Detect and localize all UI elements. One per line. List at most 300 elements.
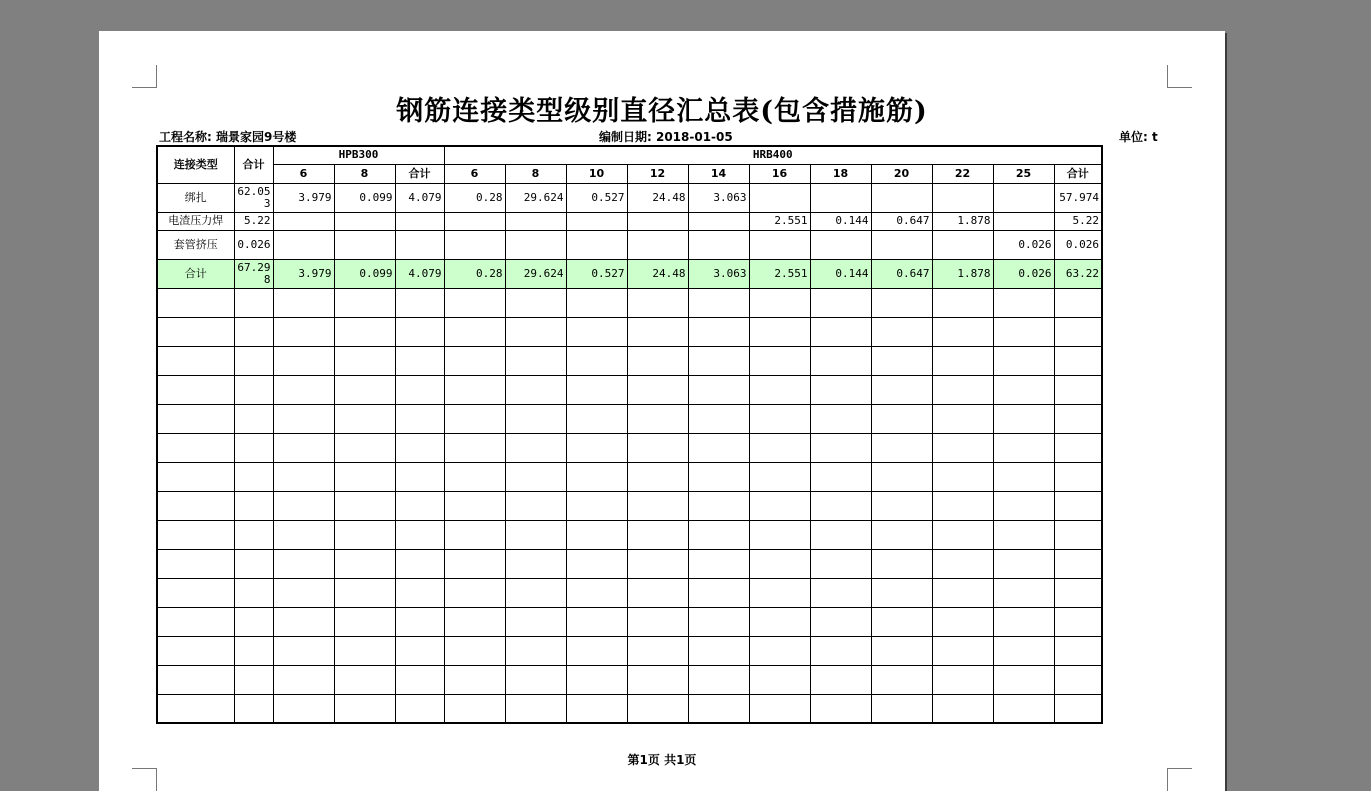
- empty-cell: [810, 491, 871, 520]
- table-cell: [993, 212, 1054, 230]
- empty-cell: [688, 607, 749, 636]
- table-cell: 0.647: [871, 259, 932, 288]
- empty-cell: [234, 578, 273, 607]
- empty-row: [157, 636, 1102, 665]
- empty-cell: [395, 607, 444, 636]
- table-cell: [334, 230, 395, 259]
- empty-cell: [627, 549, 688, 578]
- table-cell: 0.28: [444, 183, 505, 212]
- empty-row: [157, 578, 1102, 607]
- empty-cell: [810, 636, 871, 665]
- empty-cell: [871, 404, 932, 433]
- empty-cell: [157, 578, 234, 607]
- empty-cell: [234, 375, 273, 404]
- empty-cell: [627, 317, 688, 346]
- empty-cell: [505, 607, 566, 636]
- empty-cell: [505, 404, 566, 433]
- empty-cell: [395, 346, 444, 375]
- empty-row: [157, 665, 1102, 694]
- row-label: 套管挤压: [157, 230, 234, 259]
- empty-cell: [334, 578, 395, 607]
- empty-cell: [566, 607, 627, 636]
- empty-cell: [1054, 636, 1102, 665]
- empty-cell: [395, 317, 444, 346]
- table-cell: [932, 230, 993, 259]
- table-cell: [273, 212, 334, 230]
- empty-cell: [993, 375, 1054, 404]
- empty-cell: [566, 346, 627, 375]
- table-cell: 1.878: [932, 259, 993, 288]
- empty-cell: [810, 288, 871, 317]
- empty-cell: [157, 520, 234, 549]
- empty-cell: [688, 317, 749, 346]
- table-cell: 0.026: [1054, 230, 1102, 259]
- empty-cell: [273, 404, 334, 433]
- empty-row: [157, 404, 1102, 433]
- empty-cell: [334, 375, 395, 404]
- header-diameter-hrb400-10: 合计: [1054, 164, 1102, 183]
- empty-cell: [505, 549, 566, 578]
- empty-cell: [810, 375, 871, 404]
- table-cell: 0.527: [566, 183, 627, 212]
- empty-cell: [395, 462, 444, 491]
- empty-cell: [273, 375, 334, 404]
- empty-cell: [932, 491, 993, 520]
- empty-cell: [993, 404, 1054, 433]
- empty-cell: [871, 462, 932, 491]
- empty-cell: [871, 665, 932, 694]
- empty-cell: [444, 375, 505, 404]
- empty-cell: [566, 317, 627, 346]
- empty-cell: [688, 665, 749, 694]
- table-cell: [395, 230, 444, 259]
- empty-cell: [627, 491, 688, 520]
- print-preview-page: [99, 31, 1225, 791]
- empty-cell: [395, 404, 444, 433]
- table-cell: [566, 212, 627, 230]
- empty-cell: [627, 578, 688, 607]
- empty-cell: [234, 665, 273, 694]
- table-cell: 0.026: [993, 259, 1054, 288]
- table-cell: 3.063: [688, 259, 749, 288]
- empty-cell: [1054, 433, 1102, 462]
- empty-cell: [334, 549, 395, 578]
- header-diameter-hrb400-6: 18: [810, 164, 871, 183]
- table-cell: 0.144: [810, 212, 871, 230]
- table-cell: [993, 183, 1054, 212]
- header-diameter-hrb400-8: 22: [932, 164, 993, 183]
- table-cell: 0.527: [566, 259, 627, 288]
- empty-cell: [1054, 288, 1102, 317]
- empty-cell: [749, 520, 810, 549]
- empty-cell: [688, 375, 749, 404]
- table-cell: [273, 230, 334, 259]
- header-diameter-hrb400-3: 12: [627, 164, 688, 183]
- empty-cell: [688, 491, 749, 520]
- empty-cell: [627, 404, 688, 433]
- empty-cell: [157, 404, 234, 433]
- empty-cell: [871, 491, 932, 520]
- table-cell: 0.099: [334, 183, 395, 212]
- table-cell: 29.624: [505, 183, 566, 212]
- empty-cell: [993, 346, 1054, 375]
- empty-cell: [566, 433, 627, 462]
- header-diameter-hrb400-4: 14: [688, 164, 749, 183]
- empty-cell: [505, 665, 566, 694]
- header-diameter-hrb400-5: 16: [749, 164, 810, 183]
- empty-cell: [871, 375, 932, 404]
- empty-cell: [273, 578, 334, 607]
- empty-cell: [505, 491, 566, 520]
- empty-cell: [810, 462, 871, 491]
- empty-cell: [993, 491, 1054, 520]
- empty-cell: [749, 375, 810, 404]
- empty-cell: [444, 578, 505, 607]
- empty-cell: [688, 694, 749, 723]
- empty-cell: [932, 375, 993, 404]
- empty-cell: [444, 346, 505, 375]
- empty-cell: [566, 288, 627, 317]
- empty-cell: [273, 549, 334, 578]
- empty-cell: [157, 317, 234, 346]
- empty-cell: [273, 694, 334, 723]
- empty-cell: [334, 665, 395, 694]
- empty-cell: [505, 462, 566, 491]
- table-cell: 2.551: [749, 212, 810, 230]
- empty-cell: [810, 578, 871, 607]
- empty-cell: [395, 288, 444, 317]
- empty-cell: [273, 607, 334, 636]
- table-cell: 0.144: [810, 259, 871, 288]
- header-group-hpb300: HPB300: [273, 146, 444, 164]
- empty-cell: [234, 694, 273, 723]
- empty-cell: [273, 288, 334, 317]
- empty-cell: [688, 636, 749, 665]
- empty-cell: [444, 694, 505, 723]
- table-cell: [444, 230, 505, 259]
- empty-cell: [993, 317, 1054, 346]
- table-cell: [688, 212, 749, 230]
- empty-cell: [444, 520, 505, 549]
- empty-cell: [505, 578, 566, 607]
- empty-cell: [157, 462, 234, 491]
- empty-cell: [993, 578, 1054, 607]
- empty-cell: [157, 694, 234, 723]
- empty-cell: [749, 665, 810, 694]
- empty-cell: [234, 288, 273, 317]
- empty-cell: [334, 636, 395, 665]
- header-group-hrb400: HRB400: [444, 146, 1102, 164]
- empty-cell: [749, 607, 810, 636]
- empty-row: [157, 462, 1102, 491]
- empty-cell: [627, 636, 688, 665]
- empty-cell: [334, 433, 395, 462]
- empty-cell: [1054, 694, 1102, 723]
- empty-cell: [749, 491, 810, 520]
- empty-row: [157, 288, 1102, 317]
- table-cell: 24.48: [627, 259, 688, 288]
- empty-cell: [334, 491, 395, 520]
- empty-cell: [566, 636, 627, 665]
- empty-cell: [627, 462, 688, 491]
- margin-mark-bottom-left: [132, 768, 157, 791]
- table-cell: 3.979: [273, 259, 334, 288]
- empty-cell: [505, 520, 566, 549]
- empty-cell: [993, 694, 1054, 723]
- empty-cell: [157, 346, 234, 375]
- margin-mark-top-right: [1167, 65, 1192, 88]
- summary-table: [156, 145, 1103, 724]
- empty-cell: [273, 636, 334, 665]
- empty-cell: [749, 549, 810, 578]
- empty-cell: [688, 549, 749, 578]
- table-cell: 3.063: [688, 183, 749, 212]
- compile-date: 编制日期: 2018-01-05: [599, 130, 733, 144]
- header-diameter-hrb400-1: 8: [505, 164, 566, 183]
- empty-cell: [627, 665, 688, 694]
- table-cell: [444, 212, 505, 230]
- table-cell: 0.026: [993, 230, 1054, 259]
- row-label: 绑扎: [157, 183, 234, 212]
- empty-cell: [627, 346, 688, 375]
- table-cell: [688, 230, 749, 259]
- empty-cell: [234, 549, 273, 578]
- empty-cell: [273, 317, 334, 346]
- row-total: 67.298: [234, 259, 273, 288]
- row-label: 电渣压力焊: [157, 212, 234, 230]
- empty-cell: [566, 520, 627, 549]
- empty-row: [157, 491, 1102, 520]
- empty-cell: [273, 462, 334, 491]
- empty-cell: [566, 578, 627, 607]
- empty-cell: [234, 636, 273, 665]
- empty-cell: [234, 433, 273, 462]
- empty-cell: [932, 636, 993, 665]
- empty-cell: [871, 317, 932, 346]
- table-row: [157, 183, 1102, 212]
- empty-cell: [395, 520, 444, 549]
- empty-cell: [444, 404, 505, 433]
- empty-cell: [688, 346, 749, 375]
- empty-cell: [157, 491, 234, 520]
- header-diameter-hrb400-0: 6: [444, 164, 505, 183]
- header-diameter-hpb300-1: 8: [334, 164, 395, 183]
- margin-mark-top-left: [132, 65, 157, 88]
- empty-cell: [627, 433, 688, 462]
- table-cell: [871, 230, 932, 259]
- empty-cell: [505, 317, 566, 346]
- empty-cell: [566, 375, 627, 404]
- empty-cell: [688, 433, 749, 462]
- empty-cell: [871, 433, 932, 462]
- empty-cell: [688, 404, 749, 433]
- header-total: 合计: [234, 146, 273, 183]
- table-cell: 2.551: [749, 259, 810, 288]
- row-total: 62.053: [234, 183, 273, 212]
- empty-cell: [932, 607, 993, 636]
- empty-cell: [627, 288, 688, 317]
- empty-cell: [334, 462, 395, 491]
- empty-cell: [810, 520, 871, 549]
- empty-row: [157, 520, 1102, 549]
- table-cell: [749, 183, 810, 212]
- table-cell: 1.878: [932, 212, 993, 230]
- empty-row: [157, 607, 1102, 636]
- header-diameter-hpb300-2: 合计: [395, 164, 444, 183]
- empty-cell: [993, 433, 1054, 462]
- empty-cell: [871, 549, 932, 578]
- empty-cell: [505, 346, 566, 375]
- empty-cell: [627, 694, 688, 723]
- row-total: 0.026: [234, 230, 273, 259]
- empty-cell: [932, 462, 993, 491]
- empty-cell: [234, 317, 273, 346]
- table-cell: [871, 183, 932, 212]
- empty-row: [157, 375, 1102, 404]
- empty-cell: [334, 520, 395, 549]
- empty-cell: [810, 549, 871, 578]
- empty-cell: [444, 462, 505, 491]
- table-cell: [810, 230, 871, 259]
- empty-cell: [1054, 317, 1102, 346]
- empty-cell: [932, 433, 993, 462]
- empty-row: [157, 346, 1102, 375]
- empty-row: [157, 317, 1102, 346]
- empty-cell: [1054, 462, 1102, 491]
- empty-cell: [566, 694, 627, 723]
- empty-cell: [810, 694, 871, 723]
- empty-cell: [871, 520, 932, 549]
- table-cell: [334, 212, 395, 230]
- empty-cell: [871, 288, 932, 317]
- empty-row: [157, 549, 1102, 578]
- empty-cell: [395, 549, 444, 578]
- empty-cell: [932, 346, 993, 375]
- empty-row: [157, 694, 1102, 723]
- table-cell: 4.079: [395, 183, 444, 212]
- empty-cell: [688, 462, 749, 491]
- empty-cell: [810, 404, 871, 433]
- header-diameter-hpb300-0: 6: [273, 164, 334, 183]
- table-cell: [932, 183, 993, 212]
- empty-cell: [157, 665, 234, 694]
- empty-cell: [505, 375, 566, 404]
- empty-cell: [1054, 578, 1102, 607]
- empty-cell: [234, 491, 273, 520]
- empty-cell: [993, 665, 1054, 694]
- empty-cell: [334, 404, 395, 433]
- empty-cell: [993, 462, 1054, 491]
- empty-cell: [993, 520, 1054, 549]
- margin-mark-bottom-right: [1167, 768, 1192, 791]
- empty-cell: [1054, 665, 1102, 694]
- empty-cell: [505, 433, 566, 462]
- empty-cell: [749, 317, 810, 346]
- unit-label: 单位: t: [1119, 130, 1158, 144]
- empty-cell: [1054, 491, 1102, 520]
- header-diameter-hrb400-9: 25: [993, 164, 1054, 183]
- empty-cell: [157, 288, 234, 317]
- empty-cell: [749, 462, 810, 491]
- table-cell: 63.22: [1054, 259, 1102, 288]
- table-cell: [749, 230, 810, 259]
- empty-cell: [334, 288, 395, 317]
- table-cell: [505, 212, 566, 230]
- empty-cell: [566, 549, 627, 578]
- report-title: 钢筋连接类型级别直径汇总表(包含措施筋): [396, 96, 928, 127]
- table-cell: 29.624: [505, 259, 566, 288]
- empty-cell: [273, 433, 334, 462]
- empty-cell: [993, 636, 1054, 665]
- table-row: [157, 259, 1102, 288]
- empty-cell: [932, 549, 993, 578]
- empty-cell: [505, 694, 566, 723]
- empty-cell: [273, 520, 334, 549]
- empty-cell: [505, 636, 566, 665]
- table-cell: 5.22: [1054, 212, 1102, 230]
- empty-cell: [444, 636, 505, 665]
- empty-cell: [932, 665, 993, 694]
- empty-cell: [566, 462, 627, 491]
- empty-cell: [334, 346, 395, 375]
- empty-cell: [932, 317, 993, 346]
- empty-cell: [444, 665, 505, 694]
- empty-cell: [444, 288, 505, 317]
- empty-cell: [395, 578, 444, 607]
- empty-cell: [395, 375, 444, 404]
- empty-cell: [871, 636, 932, 665]
- table-cell: [566, 230, 627, 259]
- empty-cell: [395, 665, 444, 694]
- empty-cell: [871, 694, 932, 723]
- table-cell: [395, 212, 444, 230]
- table-cell: [627, 212, 688, 230]
- empty-cell: [395, 433, 444, 462]
- empty-cell: [395, 694, 444, 723]
- header-row-diameters: [157, 164, 1102, 183]
- empty-cell: [334, 694, 395, 723]
- empty-cell: [749, 636, 810, 665]
- page-footer: 第1页 共1页: [627, 753, 697, 767]
- empty-cell: [810, 433, 871, 462]
- empty-cell: [273, 665, 334, 694]
- empty-cell: [1054, 520, 1102, 549]
- row-label: 合计: [157, 259, 234, 288]
- empty-cell: [334, 317, 395, 346]
- empty-cell: [993, 288, 1054, 317]
- empty-cell: [688, 288, 749, 317]
- empty-cell: [234, 346, 273, 375]
- table-cell: 0.28: [444, 259, 505, 288]
- empty-cell: [1054, 404, 1102, 433]
- header-diameter-hrb400-2: 10: [566, 164, 627, 183]
- empty-cell: [234, 462, 273, 491]
- empty-cell: [749, 433, 810, 462]
- table-cell: [810, 183, 871, 212]
- empty-cell: [1054, 346, 1102, 375]
- table-row: [157, 212, 1102, 230]
- empty-cell: [395, 636, 444, 665]
- empty-cell: [1054, 375, 1102, 404]
- empty-cell: [444, 549, 505, 578]
- empty-cell: [810, 346, 871, 375]
- table-cell: 24.48: [627, 183, 688, 212]
- empty-cell: [444, 433, 505, 462]
- empty-cell: [932, 578, 993, 607]
- empty-cell: [871, 578, 932, 607]
- empty-cell: [932, 288, 993, 317]
- empty-cell: [810, 607, 871, 636]
